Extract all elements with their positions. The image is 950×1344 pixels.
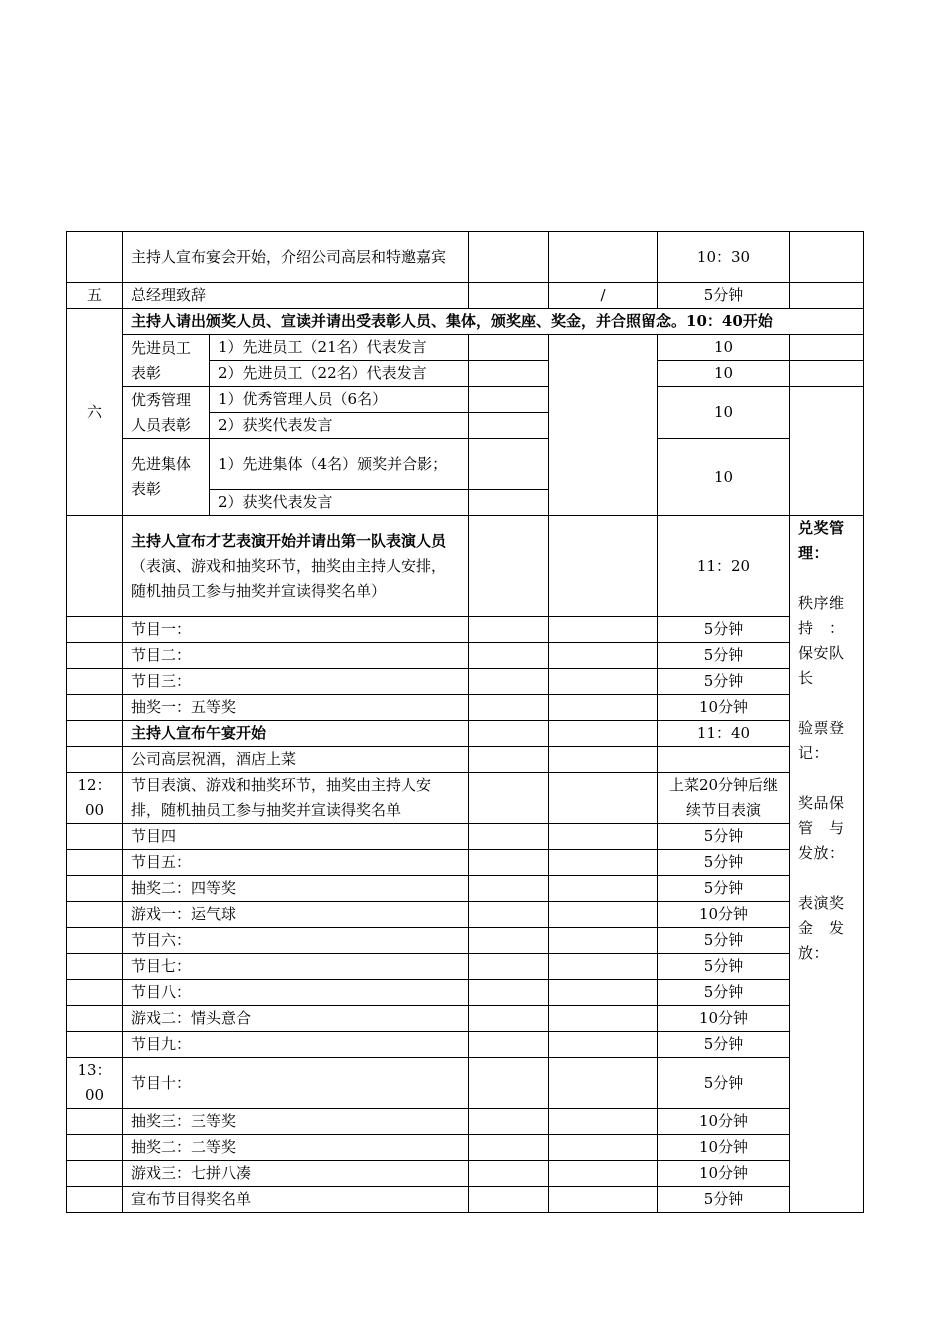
table-row — [67, 747, 864, 773]
notes-item: 验票登记： — [798, 719, 845, 762]
empty-cell — [469, 413, 549, 439]
table-row — [67, 1109, 864, 1135]
empty-cell — [549, 232, 658, 283]
table-row — [67, 1006, 864, 1032]
table-row — [67, 1187, 864, 1213]
item-cell: 节目二： — [123, 643, 469, 669]
schedule-table — [66, 231, 864, 1213]
table-row — [67, 1135, 864, 1161]
time-cell: 5分钟 — [658, 876, 790, 902]
empty-cell — [549, 1187, 658, 1213]
time-cell — [658, 747, 790, 773]
time-cell: 5分钟 — [658, 283, 790, 309]
notes-title: 兑奖管理： — [798, 519, 845, 562]
empty-cell — [549, 617, 658, 643]
table-row — [67, 773, 864, 824]
num-cell: 13：00 — [67, 1058, 123, 1109]
empty-cell — [549, 1135, 658, 1161]
empty-cell — [469, 850, 549, 876]
slash-cell: / — [549, 283, 658, 309]
notes-cell — [790, 335, 864, 361]
num-cell — [67, 1161, 123, 1187]
award-sub-item: 2）先进员工（22名）代表发言 — [210, 361, 469, 387]
item-cell: 节目一： — [123, 617, 469, 643]
empty-cell — [469, 928, 549, 954]
time-cell: 上菜20分钟后继续节目表演 — [658, 773, 790, 824]
num-cell — [67, 1006, 123, 1032]
empty-cell — [469, 387, 549, 413]
table-row — [67, 824, 864, 850]
empty-cell — [469, 232, 549, 283]
num-cell: 五 — [67, 283, 123, 309]
time-cell: 10 — [658, 335, 790, 361]
empty-cell — [549, 954, 658, 980]
empty-cell — [469, 1135, 549, 1161]
item-cell: 抽奖二：四等奖 — [123, 876, 469, 902]
time-cell: 11：20 — [658, 516, 790, 617]
empty-cell — [469, 669, 549, 695]
empty-cell — [549, 747, 658, 773]
empty-cell — [469, 439, 549, 490]
empty-cell — [469, 1187, 549, 1213]
num-cell — [67, 850, 123, 876]
empty-cell — [549, 980, 658, 1006]
award-category: 先进集体表彰 — [123, 439, 210, 516]
empty-cell — [469, 490, 549, 516]
table-row — [67, 516, 864, 617]
empty-cell — [549, 335, 658, 516]
notes-cell — [790, 232, 864, 283]
time-cell: 5分钟 — [658, 928, 790, 954]
item-cell: 节目七： — [123, 954, 469, 980]
time-cell: 5分钟 — [658, 669, 790, 695]
item-cell: 游戏一：运气球 — [123, 902, 469, 928]
notes-item: 表演奖金 发放： — [798, 894, 845, 962]
time-cell: 5分钟 — [658, 617, 790, 643]
num-cell — [67, 747, 123, 773]
time-cell: 10分钟 — [658, 695, 790, 721]
table-row — [67, 643, 864, 669]
time-cell: 5分钟 — [658, 850, 790, 876]
empty-cell — [469, 1006, 549, 1032]
num-cell — [67, 876, 123, 902]
time-cell: 5分钟 — [658, 1058, 790, 1109]
item-cell: 节目五： — [123, 850, 469, 876]
empty-cell — [469, 773, 549, 824]
empty-cell — [549, 850, 658, 876]
empty-cell — [549, 695, 658, 721]
item-cell: 节目四 — [123, 824, 469, 850]
notes-item: 奖品保管 与 发放： — [798, 794, 861, 862]
time-cell: 5分钟 — [658, 1187, 790, 1213]
empty-cell — [549, 928, 658, 954]
table-row — [67, 695, 864, 721]
item-cell: 节目三： — [123, 669, 469, 695]
item-cell: 公司高层祝酒，酒店上菜 — [123, 747, 469, 773]
num-cell — [67, 1109, 123, 1135]
num-cell — [67, 824, 123, 850]
num-cell: 六 — [67, 309, 123, 516]
num-cell — [67, 721, 123, 747]
num-cell — [67, 928, 123, 954]
num-cell — [67, 980, 123, 1006]
table-row — [67, 283, 864, 309]
empty-cell — [549, 902, 658, 928]
num-cell — [67, 1187, 123, 1213]
table-row — [67, 1032, 864, 1058]
num-cell — [67, 954, 123, 980]
award-sub-item: 2）获奖代表发言 — [210, 490, 469, 516]
num-cell — [67, 232, 123, 283]
num-cell — [67, 669, 123, 695]
empty-cell — [549, 824, 658, 850]
item-cell: 主持人请出颁奖人员、宣读并请出受表彰人员、集体，颁奖座、奖金，并合照留念。10：40开始 — [123, 309, 864, 335]
num-cell — [67, 643, 123, 669]
table-row — [67, 928, 864, 954]
empty-cell — [469, 283, 549, 309]
table-row — [67, 954, 864, 980]
item-cell: 抽奖二：二等奖 — [123, 1135, 469, 1161]
empty-cell — [469, 721, 549, 747]
table-row — [67, 1161, 864, 1187]
table-row — [67, 617, 864, 643]
num-cell: 12：00 — [67, 773, 123, 824]
table-row — [67, 1058, 864, 1109]
empty-cell — [549, 643, 658, 669]
empty-cell — [469, 643, 549, 669]
item-cell: 主持人宣布宴会开始，介绍公司高层和特邀嘉宾 — [123, 232, 469, 283]
item-cell: 节目九： — [123, 1032, 469, 1058]
item-cell: 抽奖三：三等奖 — [123, 1109, 469, 1135]
empty-cell — [549, 1109, 658, 1135]
notes-cell — [790, 387, 864, 516]
num-cell — [67, 617, 123, 643]
time-cell: 5分钟 — [658, 1032, 790, 1058]
empty-cell — [469, 954, 549, 980]
empty-cell — [469, 1032, 549, 1058]
empty-cell — [469, 695, 549, 721]
empty-cell — [549, 516, 658, 617]
time-cell: 5分钟 — [658, 643, 790, 669]
award-category: 优秀管理人员表彰 — [123, 387, 210, 439]
empty-cell — [469, 824, 549, 850]
table-row — [67, 980, 864, 1006]
table-row — [67, 232, 864, 283]
award-sub-item: 1）先进集体（4名）颁奖并合影； — [210, 439, 469, 490]
item-cell: 游戏二：情头意合 — [123, 1006, 469, 1032]
table-row — [67, 850, 864, 876]
talent-rest-text: （表演、游戏和抽奖环节，抽奖由主持人安排，随机抽员工参与抽奖并宣读得奖名单） — [131, 556, 447, 600]
empty-cell — [469, 902, 549, 928]
empty-cell — [469, 516, 549, 617]
num-cell — [67, 516, 123, 617]
time-cell: 5分钟 — [658, 954, 790, 980]
item-cell: 主持人宣布午宴开始 — [123, 721, 469, 747]
time-cell: 5分钟 — [658, 824, 790, 850]
num-cell — [67, 1135, 123, 1161]
table-row — [67, 876, 864, 902]
item-cell: 宣布节目得奖名单 — [123, 1187, 469, 1213]
item-cell — [123, 516, 469, 617]
num-cell — [67, 1032, 123, 1058]
table-row — [67, 335, 864, 361]
empty-cell — [549, 876, 658, 902]
item-cell: 节目表演、游戏和抽奖环节，抽奖由主持人安排，随机抽员工参与抽奖并宣读得奖名单 — [123, 773, 469, 824]
table-row — [67, 902, 864, 928]
empty-cell — [469, 747, 549, 773]
talent-bold-text: 主持人宣布才艺表演开始并请出第一队表演人员 — [131, 531, 447, 550]
time-cell: 5分钟 — [658, 980, 790, 1006]
award-sub-item: 2）获奖代表发言 — [210, 413, 469, 439]
time-cell: 11：40 — [658, 721, 790, 747]
notes-cell — [790, 361, 864, 387]
award-sub-item: 1）优秀管理人员（6名） — [210, 387, 469, 413]
notes-item: 秩序维持 ：保安队长 — [798, 594, 845, 687]
time-cell: 10：30 — [658, 232, 790, 283]
empty-cell — [469, 1161, 549, 1187]
empty-cell — [549, 721, 658, 747]
item-cell: 节目十： — [123, 1058, 469, 1109]
award-sub-item: 1）先进员工（21名）代表发言 — [210, 335, 469, 361]
item-cell: 抽奖一：五等奖 — [123, 695, 469, 721]
empty-cell — [549, 1161, 658, 1187]
empty-cell — [469, 361, 549, 387]
num-cell — [67, 695, 123, 721]
award-category: 先进员工表彰 — [123, 335, 210, 387]
empty-cell — [549, 773, 658, 824]
notes-column — [790, 516, 864, 1213]
empty-cell — [549, 669, 658, 695]
time-cell: 10 — [658, 361, 790, 387]
empty-cell — [469, 335, 549, 361]
empty-cell — [549, 1032, 658, 1058]
table-row — [67, 439, 864, 490]
empty-cell — [469, 1109, 549, 1135]
time-cell: 10 — [658, 387, 790, 439]
time-cell: 10分钟 — [658, 1109, 790, 1135]
empty-cell — [469, 980, 549, 1006]
item-cell: 节目八： — [123, 980, 469, 1006]
table-row — [67, 721, 864, 747]
notes-cell — [790, 283, 864, 309]
table-row — [67, 669, 864, 695]
time-cell: 10 — [658, 439, 790, 516]
time-cell: 10分钟 — [658, 1006, 790, 1032]
item-cell: 游戏三：七拼八凑 — [123, 1161, 469, 1187]
num-cell — [67, 902, 123, 928]
item-cell: 节目六： — [123, 928, 469, 954]
time-cell: 10分钟 — [658, 1135, 790, 1161]
table-row — [67, 309, 864, 335]
empty-cell — [549, 1058, 658, 1109]
empty-cell — [469, 876, 549, 902]
item-cell: 总经理致辞 — [123, 283, 469, 309]
empty-cell — [549, 1006, 658, 1032]
table-row — [67, 387, 864, 413]
time-cell: 10分钟 — [658, 1161, 790, 1187]
empty-cell — [469, 1058, 549, 1109]
time-cell: 10分钟 — [658, 902, 790, 928]
empty-cell — [469, 617, 549, 643]
